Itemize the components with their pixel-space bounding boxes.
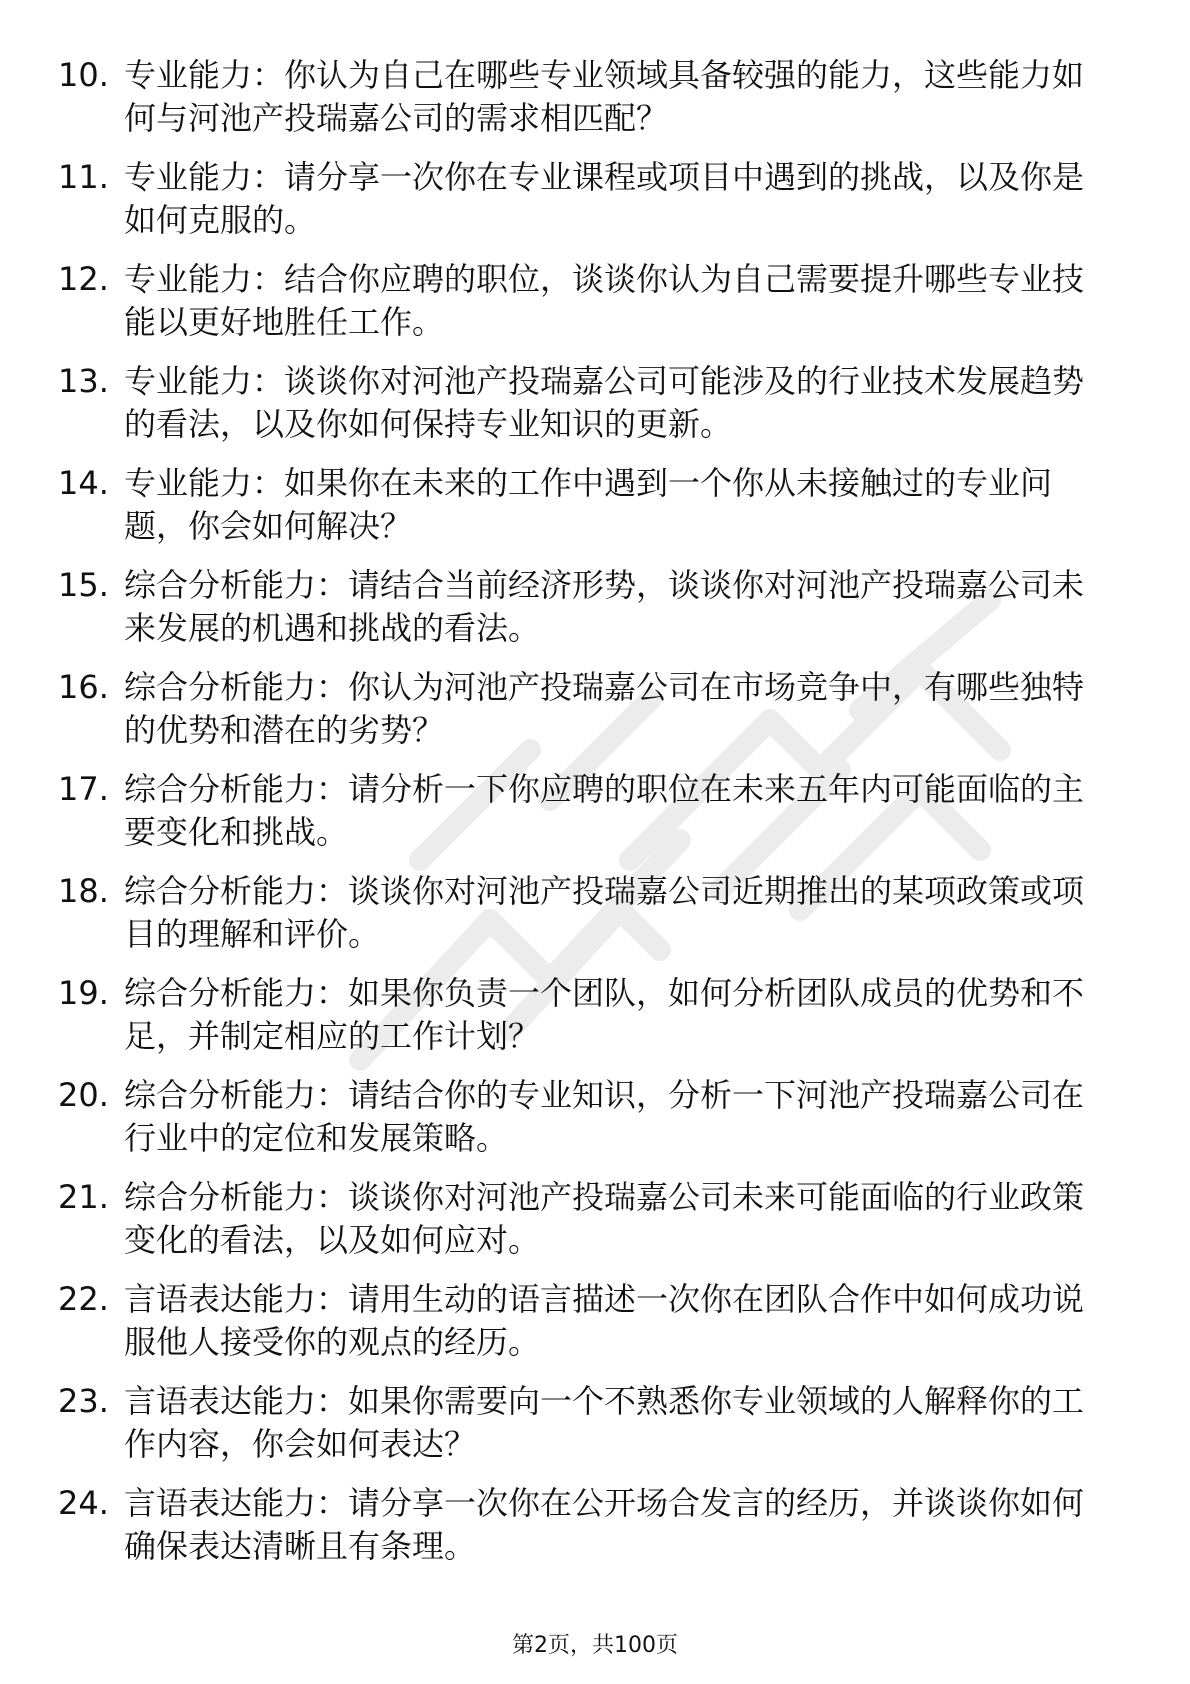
question-number: 15. [58, 566, 109, 604]
question-number: 16. [58, 668, 109, 706]
question-text: 综合分析能力：谈谈你对河池产投瑞嘉公司近期推出的某项政策或项目的理解和评价。 [124, 872, 1085, 953]
question-number: 20. [58, 1076, 109, 1114]
page-number-label: 第2页，共100页 [512, 1633, 678, 1658]
question-item [58, 870, 1108, 972]
question-item [58, 1176, 1108, 1278]
question-item [58, 768, 1108, 870]
question-item [58, 258, 1108, 360]
question-item [58, 1074, 1108, 1176]
question-text: 综合分析能力：如果你负责一个团队，如何分析团队成员的优势和不足，并制定相应的工作计划？ [124, 974, 1085, 1055]
question-number: 17. [58, 770, 109, 808]
question-item [58, 1380, 1108, 1482]
question-text: 言语表达能力：如果你需要向一个不熟悉你专业领域的人解释你的工作内容，你会如何表达？ [124, 1382, 1085, 1463]
question-number: 13. [58, 362, 109, 400]
question-number: 22. [58, 1280, 109, 1318]
question-number: 21. [58, 1178, 109, 1216]
question-number: 24. [58, 1484, 109, 1522]
question-number: 14. [58, 464, 109, 502]
question-text: 综合分析能力：请结合你的专业知识，分析一下河池产投瑞嘉公司在行业中的定位和发展策略。 [124, 1076, 1085, 1157]
question-number: 12. [58, 260, 109, 298]
question-text: 专业能力：如果你在未来的工作中遇到一个你从未接触过的专业问题，你会如何解决？ [124, 464, 1053, 545]
question-text: 专业能力：结合你应聘的职位，谈谈你认为自己需要提升哪些专业技能以更好地胜任工作。 [124, 260, 1085, 341]
question-number: 11. [58, 158, 109, 196]
question-text: 专业能力：你认为自己在哪些专业领域具备较强的能力，这些能力如何与河池产投瑞嘉公司的需求相匹配？ [124, 56, 1085, 137]
page-footer [0, 1632, 1190, 1660]
question-text: 言语表达能力：请分享一次你在公开场合发言的经历，并谈谈你如何确保表达清晰且有条理。 [124, 1484, 1085, 1565]
question-number: 10. [58, 56, 109, 94]
question-text: 专业能力：请分享一次你在专业课程或项目中遇到的挑战，以及你是如何克服的。 [124, 158, 1085, 239]
question-item [58, 666, 1108, 768]
question-item [58, 462, 1108, 564]
question-item [58, 972, 1108, 1074]
question-item [58, 54, 1108, 156]
question-text: 综合分析能力：请分析一下你应聘的职位在未来五年内可能面临的主要变化和挑战。 [124, 770, 1085, 851]
question-item [58, 564, 1108, 666]
question-text: 综合分析能力：谈谈你对河池产投瑞嘉公司未来可能面临的行业政策变化的看法，以及如何应对。 [124, 1178, 1085, 1259]
question-number: 19. [58, 974, 109, 1012]
question-item [58, 1278, 1108, 1380]
question-item [58, 156, 1108, 258]
question-text: 综合分析能力：请结合当前经济形势，谈谈你对河池产投瑞嘉公司未来发展的机遇和挑战的看法。 [124, 566, 1085, 647]
question-list [58, 54, 1108, 1584]
question-number: 23. [58, 1382, 109, 1420]
question-text: 综合分析能力：你认为河池产投瑞嘉公司在市场竞争中，有哪些独特的优势和潜在的劣势？ [124, 668, 1085, 749]
question-number: 18. [58, 872, 109, 910]
question-item [58, 360, 1108, 462]
question-text: 言语表达能力：请用生动的语言描述一次你在团队合作中如何成功说服他人接受你的观点的经历。 [124, 1280, 1085, 1361]
question-text: 专业能力：谈谈你对河池产投瑞嘉公司可能涉及的行业技术发展趋势的看法，以及你如何保持专业知识的更新。 [124, 362, 1085, 443]
question-item [58, 1482, 1108, 1584]
